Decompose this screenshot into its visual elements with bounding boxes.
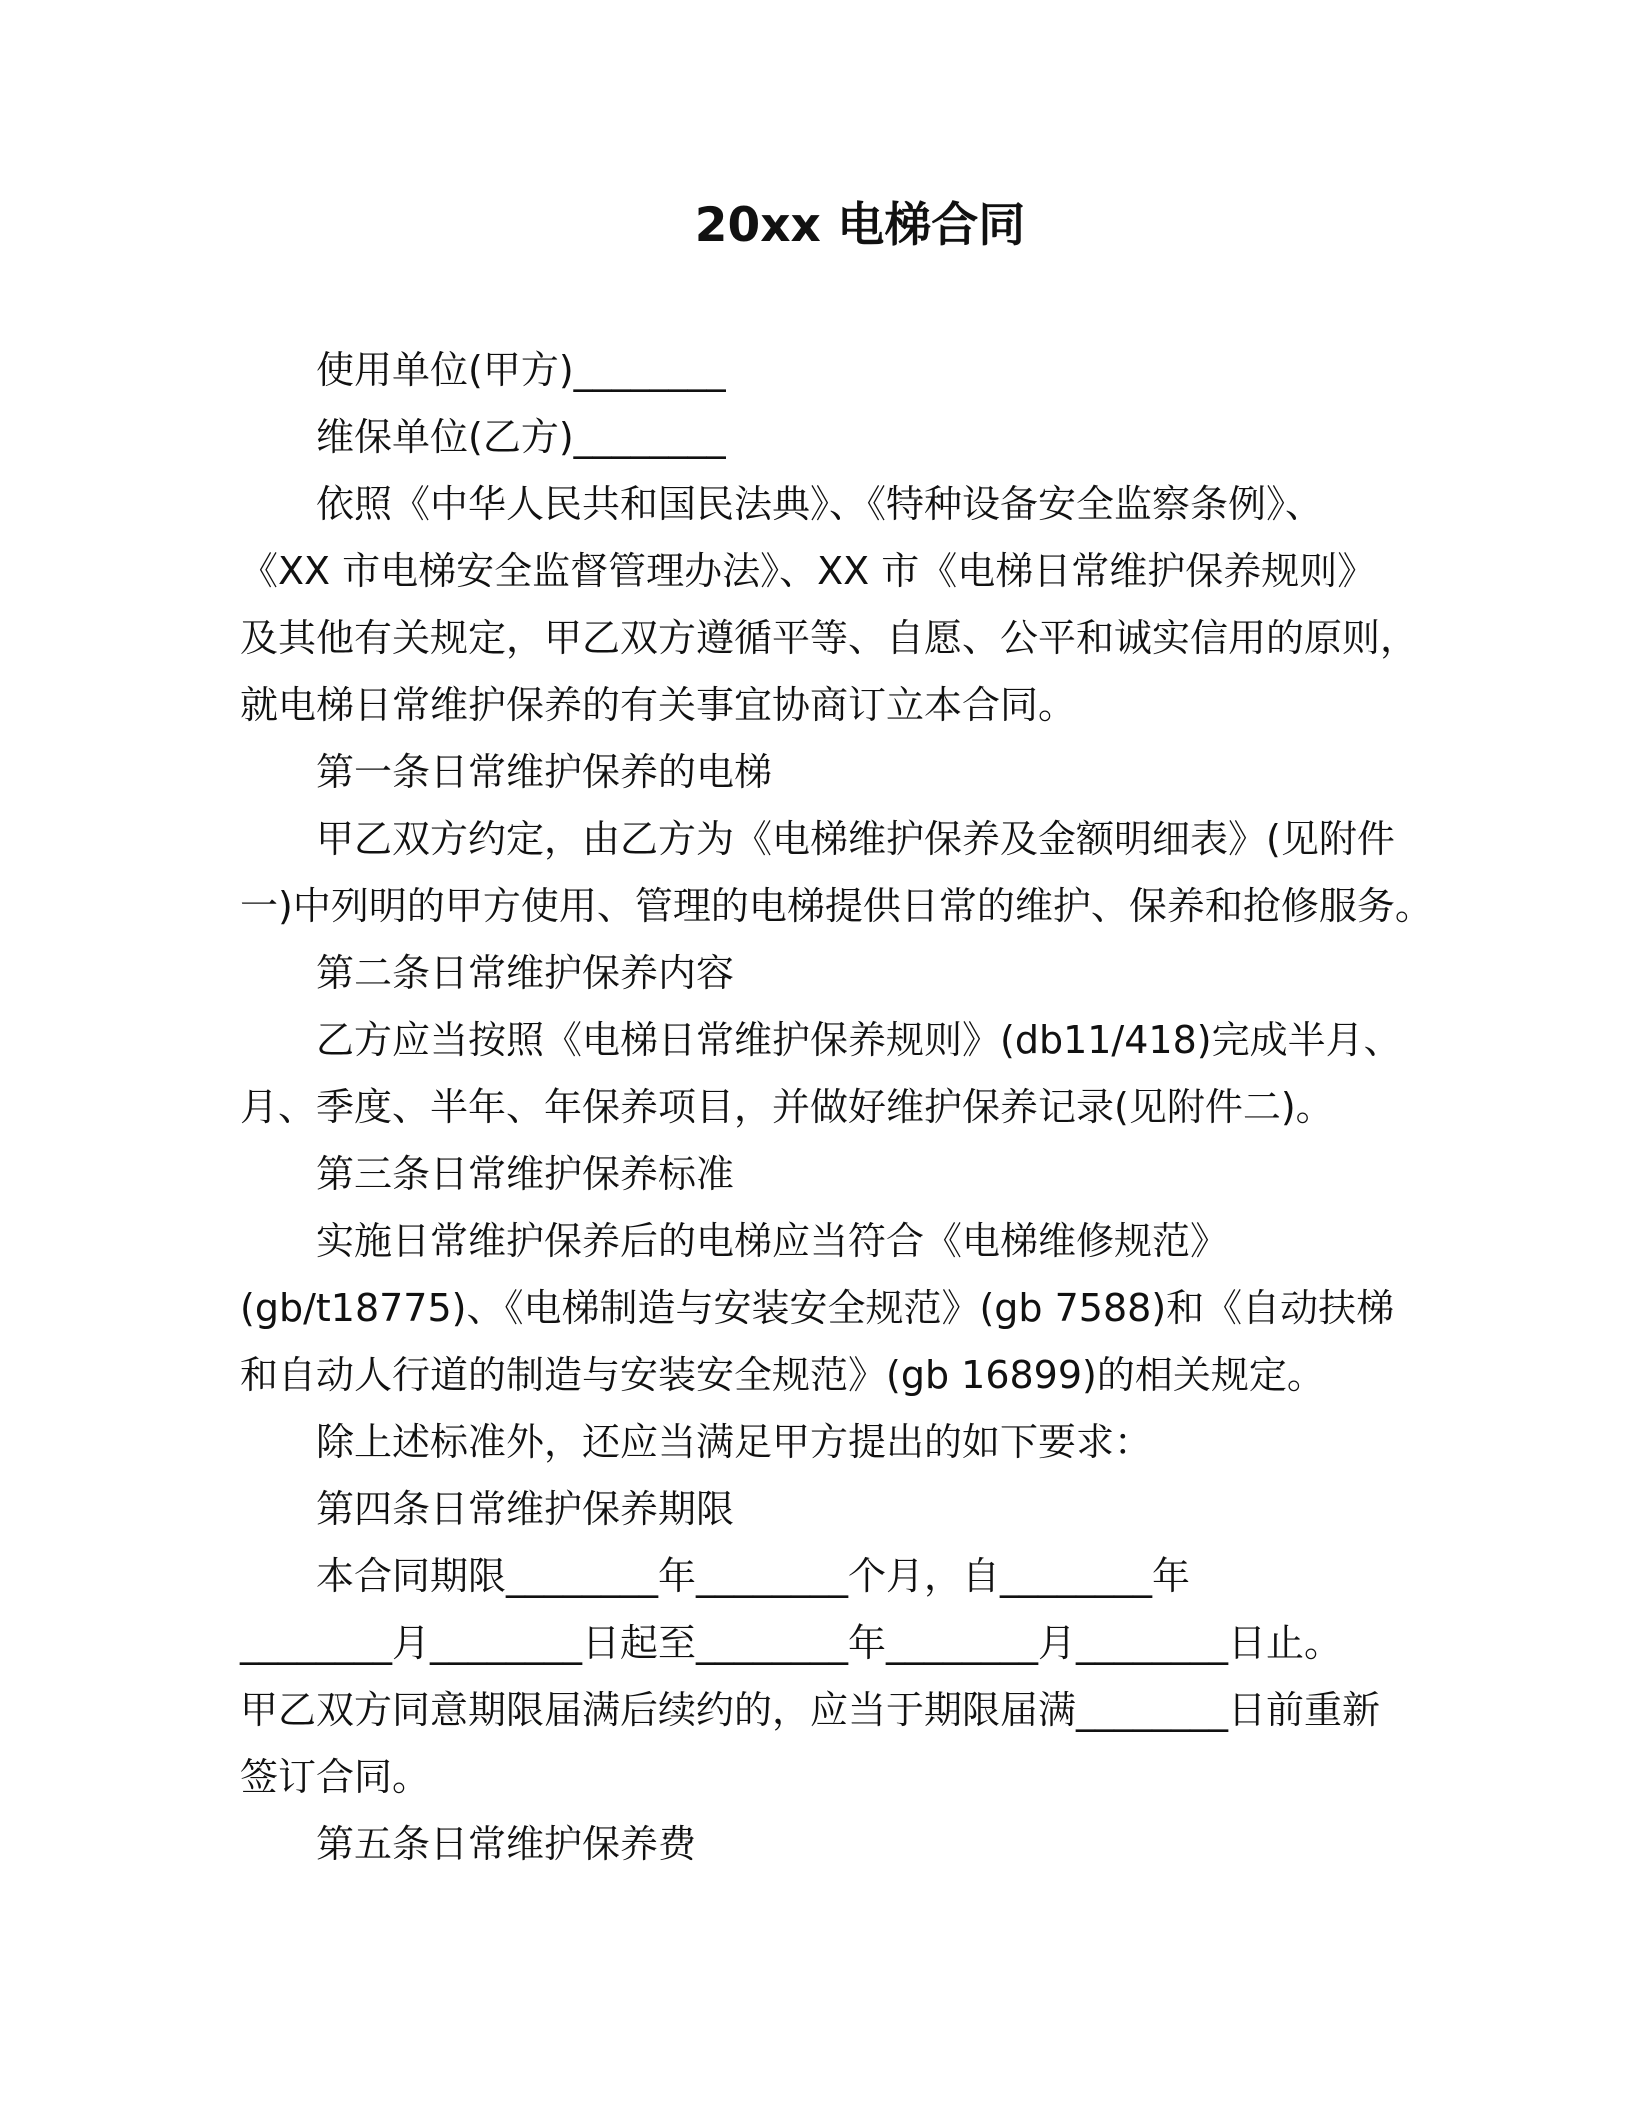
document-body [240, 337, 1433, 1878]
document-title: 20xx 电梯合同 [694, 198, 1026, 253]
article-1-text: 一)中列明的甲方使用、管理的电梯提供日常的维护、保养和抢修服务。 [240, 884, 1433, 928]
article-3-text: (gb/t18775)、《电梯制造与安装安全规范》(gb 7588)和《自动扶梯 [240, 1286, 1395, 1330]
article-4-heading: 第四条日常维护保养期限 [316, 1487, 735, 1531]
article-3-heading: 第三条日常维护保养标准 [316, 1152, 735, 1196]
article-2-heading: 第二条日常维护保养内容 [316, 951, 735, 995]
article-3-text: 实施日常维护保养后的电梯应当符合《电梯维修规范》 [316, 1219, 1229, 1263]
party-b-line: 维保单位(乙方)________ [316, 415, 726, 459]
article-5-heading: 第五条日常维护保养费 [316, 1822, 697, 1866]
article-2-text: 月、季度、半年、年保养项目，并做好维护保养记录(见附件二)。 [240, 1085, 1334, 1129]
article-3-text: 和自动人行道的制造与安装安全规范》(gb 16899)的相关规定。 [240, 1353, 1325, 1397]
preamble-line: 《XX 市电梯安全监督管理办法》、XX 市《电梯日常维护保养规则》 [240, 549, 1376, 593]
article-1-text: 甲乙双方约定，由乙方为《电梯维护保养及金额明细表》(见附件 [316, 817, 1395, 861]
article-4-text: ________月________日起至________年________月________日止。 [240, 1621, 1343, 1665]
article-1-heading: 第一条日常维护保养的电梯 [316, 750, 773, 794]
party-a-line: 使用单位(甲方)________ [316, 348, 726, 392]
article-3-extra: 除上述标准外，还应当满足甲方提出的如下要求： [316, 1420, 1153, 1464]
preamble-line: 及其他有关规定，甲乙双方遵循平等、自愿、公平和诚实信用的原则， [240, 616, 1419, 660]
article-4-text: 甲乙双方同意期限届满后续约的，应当于期限届满________日前重新 [240, 1688, 1381, 1732]
preamble-line: 就电梯日常维护保养的有关事宜协商订立本合同。 [240, 683, 1077, 727]
article-4-text: 本合同期限________年________个月，自________年 [316, 1554, 1191, 1598]
article-2-text: 乙方应当按照《电梯日常维护保养规则》(db11/418)完成半月、 [316, 1018, 1402, 1062]
preamble-line: 依照《中华人民共和国民法典》、《特种设备安全监察条例》、 [316, 482, 1324, 526]
article-4-text: 签订合同。 [240, 1755, 431, 1799]
